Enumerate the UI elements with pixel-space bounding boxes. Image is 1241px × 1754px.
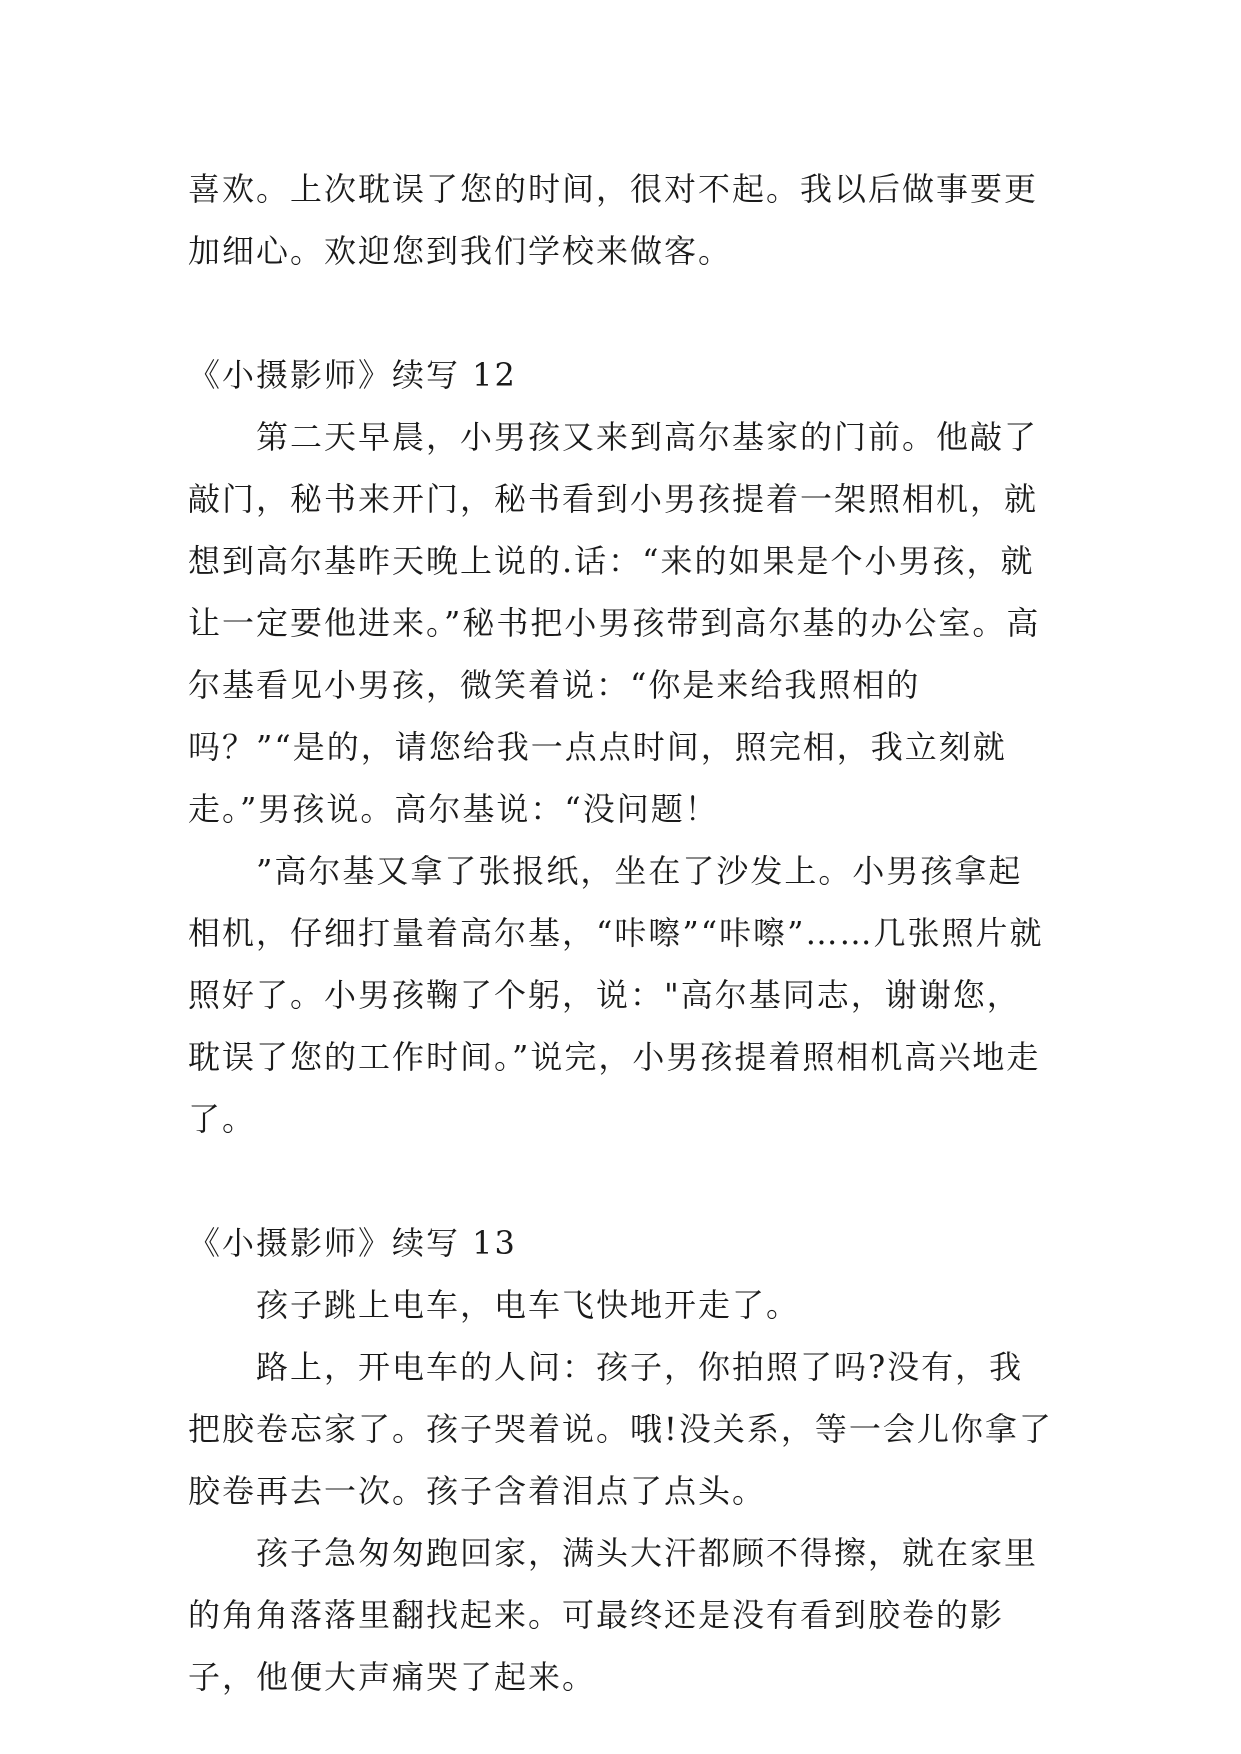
section-13-paragraph-1: 孩子跳上电车，电车飞快地开走了。 bbox=[256, 1286, 801, 1324]
section-13-paragraph-3: 孩子急匆匆跑回家，满头大汗都顾不得擦，就在家里的角角落落里翻找起来。可最终还是没有看到胶卷的影子，他便大声痛哭了起来。 bbox=[188, 1534, 1039, 1696]
section-13-title: 《小摄影师》续写 13 bbox=[188, 1224, 517, 1262]
section-12-paragraph-1: 第二天早晨，小男孩又来到高尔基家的门前。他敲了敲门，秘书来开门，秘书看到小男孩提着一架照相机，就想到高尔基昨天晚上说的.话：“来的如果是个小男孩，就让一定要他进来。”秘书把小男孩带到高尔基的办公室。高尔基看见小男孩，微笑着说：“你是来给我照相的吗？”“是的，请您给我一点点时间，照完相，我立刻就走。”男孩说。高尔基说：“没问题！ bbox=[188, 418, 1041, 828]
section-12-title: 《小摄影师》续写 12 bbox=[188, 356, 517, 394]
section-13-paragraph-2: 路上，开电车的人问：孩子，你拍照了吗?没有，我把胶卷忘家了。孩子哭着说。哦!没关系，等一会儿你拿了胶卷再去一次。孩子含着泪点了点头。 bbox=[188, 1348, 1053, 1510]
section-12-paragraph-2: ”高尔基又拿了张报纸，坐在了沙发上。小男孩拿起相机，仔细打量着高尔基，“咔嚓”“咔嚓”……几张照片就照好了。小男孩鞠了个躬，说："高尔基同志，谢谢您，耽误了您的工作时间。”说完，小男孩提着照相机高兴地走了。 bbox=[188, 852, 1044, 1138]
document-body bbox=[188, 158, 1054, 1708]
intro-paragraph: 喜欢。上次耽误了您的时间，很对不起。我以后做事要更加细心。欢迎您到我们学校来做客。 bbox=[188, 170, 1039, 270]
